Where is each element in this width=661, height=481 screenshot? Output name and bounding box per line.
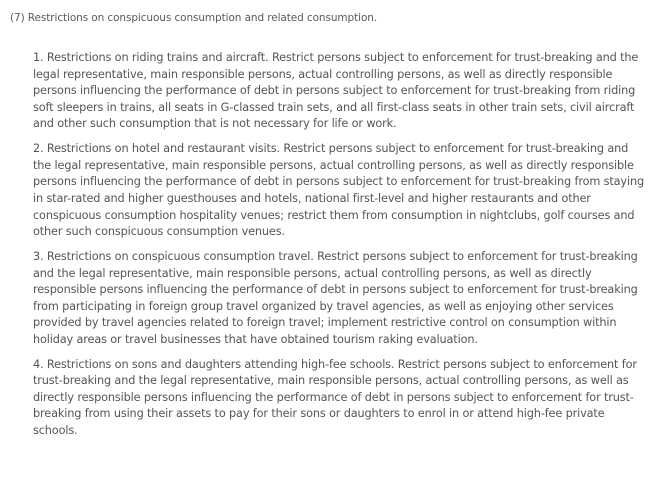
restriction-paragraph-3: 3. Restrictions on conspicuous consumption travel. Restrict persons subject to enforcement for trust-breaking and the legal representative, main responsible persons, actual controlling persons, as well as directly responsible persons influencing the performance of debt in persons subject to enforcement for trust-breaking from participating in foreign group travel organized by travel agencies, as well as enjoying other services provided by travel agencies related to foreign travel; implement restrictive control on consumption within holiday areas or travel businesses that have obtained tourism raking evaluation. (33, 249, 638, 346)
restriction-paragraph-4: 4. Restrictions on sons and daughters attending high-fee schools. Restrict persons subject to enforcement for trust-breaking and the legal representative, main responsible persons, actual controlling persons, as well as directly responsible persons influencing the performance of debt in persons subject to enforcement for trust-breaking from using their assets to pay for their sons or daughters to enrol in or attend high-fee private schools. (33, 357, 637, 438)
restrictions-list (33, 50, 649, 448)
restriction-paragraph-2: 2. Restrictions on hotel and restaurant visits. Restrict persons subject to enforcement for trust-breaking and the legal representative, main responsible persons, actual controlling persons, as well as directly responsible persons influencing the performance of debt in persons subject to enforcement for trust-breaking from staying in star-rated and higher guesthouses and hotels, national first-level and higher restaurants and other conspicuous consumption hospitality venues; restrict them from consumption in nightclubs, golf courses and other such conspicuous consumption venues. (33, 142, 644, 239)
section-heading: (7) Restrictions on conspicuous consumption and related consumption. (10, 12, 378, 24)
restriction-paragraph-1: 1. Restrictions on riding trains and aircraft. Restrict persons subject to enforcement for trust-breaking and the legal representative, main responsible persons, actual controlling persons, as well as directly responsible persons influencing the performance of debt in persons subject to enforcement for trust-breaking from riding soft sleepers in trains, all seats in G-classed train sets, and all first-class seats in other train sets, civil aircraft and other such consumption that is not necessary for life or work. (33, 51, 639, 131)
